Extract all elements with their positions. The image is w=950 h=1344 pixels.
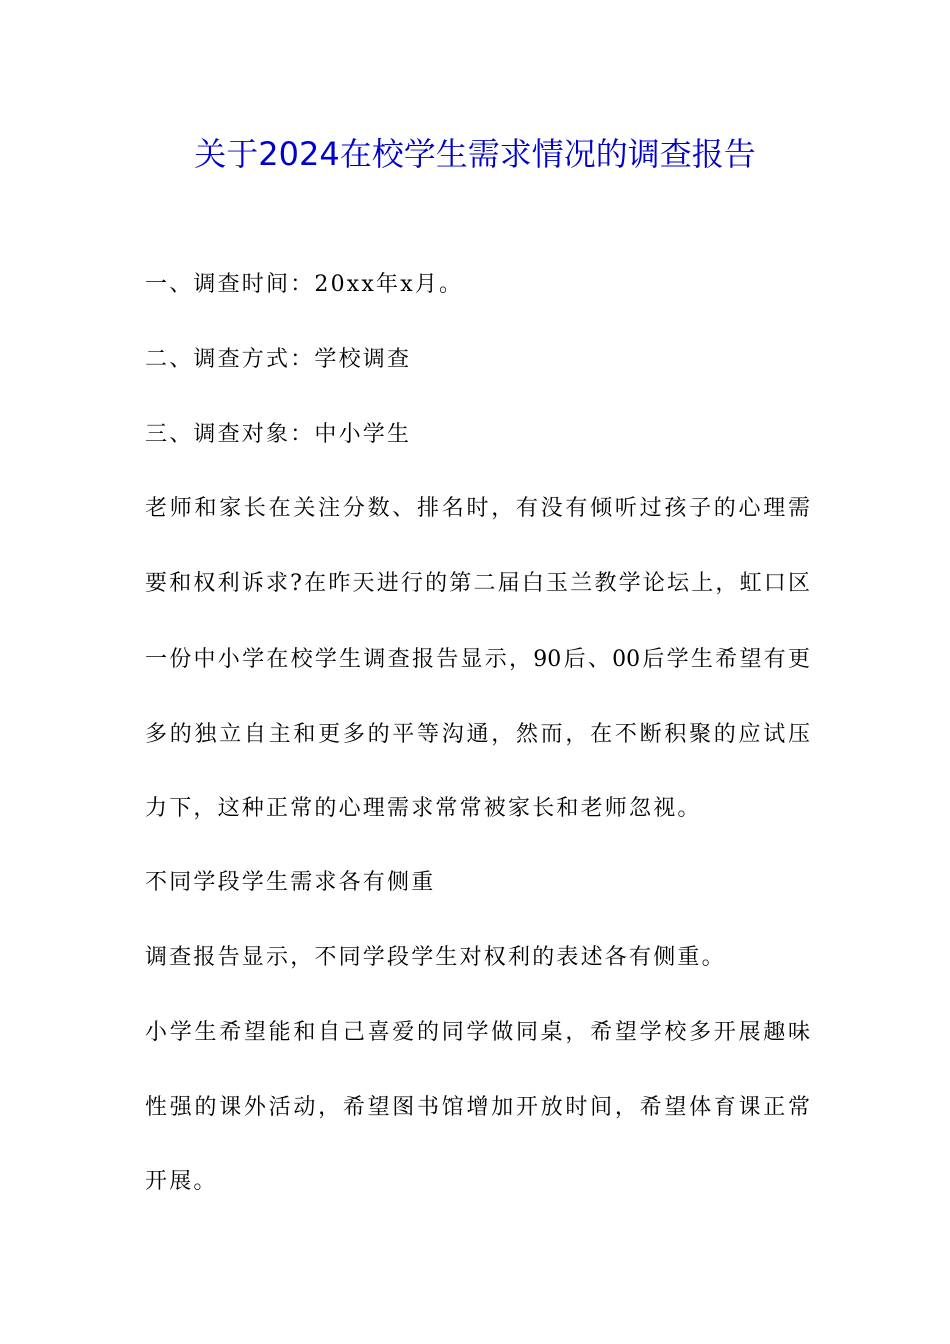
paragraph-line: 力下，这种正常的心理需求常常被家长和老师忽视。 <box>145 796 702 821</box>
survey-method-line: 二、调查方式：学校调查 <box>145 347 412 372</box>
survey-subject-line: 三、调查对象：中小学生 <box>145 422 412 447</box>
paragraph-line: 老师和家长在关注分数、排名时，有没有倾听过孩子的心理需 <box>145 496 810 521</box>
survey-time-line: 一、调查时间：20xx年x月。 <box>145 272 464 297</box>
paragraph-line: 要和权利诉求?在昨天进行的第二届白玉兰教学论坛上，虹口区 <box>145 571 810 596</box>
paragraph-line: 开展。 <box>145 1169 218 1194</box>
section-heading: 不同学段学生需求各有侧重 <box>145 870 436 895</box>
paragraph-line: 性强的课外活动，希望图书馆增加开放时间，希望体育课正常 <box>145 1095 810 1120</box>
paragraph-line: 多的独立自主和更多的平等沟通，然而，在不断积聚的应试压 <box>145 722 810 747</box>
paragraph-line: 小学生希望能和自己喜爱的同学做同桌，希望学校多开展趣味 <box>145 1020 810 1045</box>
paragraph-line: 调查报告显示，不同学段学生对权利的表述各有侧重。 <box>145 945 726 970</box>
paragraph-line: 一份中小学在校学生调查报告显示，90后、00后学生希望有更 <box>145 647 810 672</box>
document-title: 关于2024在校学生需求情况的调查报告 <box>194 135 756 173</box>
